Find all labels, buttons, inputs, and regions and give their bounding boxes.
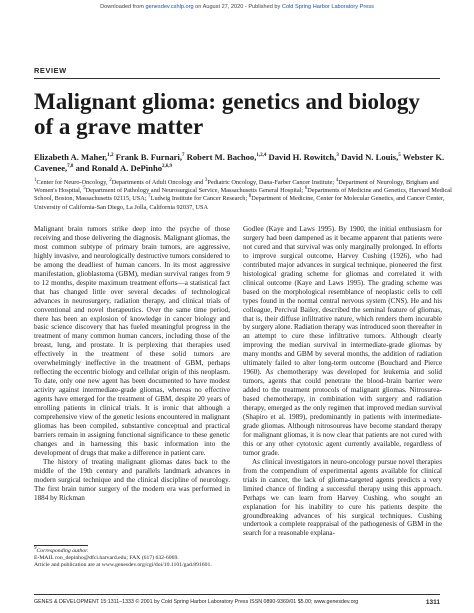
affiliation-text: Ludwig Institute for Cancer Research;	[150, 195, 249, 203]
affiliations	[34, 179, 454, 212]
author-affiliation-sup: 1,2	[107, 153, 114, 159]
download-banner	[0, 4, 474, 10]
header-divider	[34, 78, 440, 79]
affiliation-sup: 7	[148, 194, 151, 200]
author-name: and Ronald A. DePinho	[75, 163, 163, 174]
affiliation-sup: 2	[109, 177, 112, 183]
body-column-left	[34, 225, 230, 540]
body-paragraph: The history of treating malignant gliomas dates back to the middle of the 19th century and parallels landmark advances in modern surgical technique and the clinical discipline of neurology. The first brain tumor surgery of the modern era was performed in 1884 by Rickman	[34, 457, 230, 502]
affiliation-sup: 8	[248, 194, 252, 200]
corresponding-author-note	[34, 548, 230, 570]
author-list	[34, 152, 454, 175]
author-name: Webster K. Cavenee,	[34, 152, 445, 174]
page-number: 1311	[425, 599, 440, 606]
corr-article-link[interactable]: Article and publication are at www.genesdev.org/cgi/doi/10.1101/gad.891601.	[34, 562, 212, 569]
affiliation-sup: 6	[304, 186, 308, 192]
section-label: REVIEW	[34, 66, 67, 75]
corr-sup: 9	[34, 546, 37, 552]
affiliation-text: Departments of Adult Oncology and	[111, 179, 205, 186]
affiliation-text: Departments of Medicine and Genetics, Harvard Medical School, Boston, Massachusetts 02115, USA;	[34, 187, 452, 203]
affiliation-sup: 5	[83, 186, 86, 192]
body-paragraph: Godlee (Kaye and Laws 1995). By 1900, the initial enthusiasm for surgery had been dampened as it became apparent that patients were not cured and that survival was only marginally prolonged. In efforts to improve surgical outcome, Harvey Cushing (1926), who had contributed major advances in surgical technique, pioneered the first histological grading scheme for gliomas and correlated it with clinical outcome (Kaye and Laws 1995). The grading scheme was based on the morphological resemblance of neoplastic cells to cell types found in the normal central nervous system (CNS). He and his colleague, Percival Bailey, described the seminal feature of gliomas, that is, their diffuse infiltrative nature, which renders them incurable by surgery alone. Radiation therapy was introduced soon thereafter in an attempt to cure these infiltrative tumors. Although clearly improving the median survival in intermediate-grade gliomas by many months and GBM by several months, the addition of radiation ultimately failed to alter long-term outcome (Bouchard and Pierce 1960). As chemotherapy was developed for leukemia and solid tumors, agents that could penetrate the blood–brain barrier were added to the treatment protocols of malignant gliomas. Nitrosurea-based chemotherapy, in combination with surgery and radiation therapy, emerged as the only regimen that improved median survival (Shapiro et al. 1989), predominantly in patients with intermediate-grade gliomas. Although nitrosoureas have become standard therapy for malignant gliomas, it is now clear that patients are not cured with this or any other cytotoxic agent currently available, regardless of tumor grade.	[243, 225, 442, 457]
footer-divider	[34, 594, 440, 595]
author-name: Frank B. Furnari,	[115, 152, 182, 162]
title-line-2: of a grave matter	[34, 113, 204, 139]
affiliation-sup: 3	[204, 177, 208, 183]
page-footer	[34, 599, 440, 605]
author-affiliation-sup: 7,8	[67, 164, 74, 170]
article-title	[34, 90, 444, 139]
author-name: David H. Rowitch,	[268, 152, 337, 162]
author-affiliation-sup: 1,2,4	[256, 153, 267, 159]
corr-email[interactable]: E-MAIL ron_depinho@dfci.harvard.edu; FAX (617) 632-6069.	[34, 555, 179, 562]
affiliation-sup: 1	[34, 177, 37, 183]
affiliation-sup: 4	[335, 177, 339, 183]
author-name: Robert M. Bachoo,	[186, 152, 257, 162]
author-affiliation-sup: 7	[182, 153, 185, 159]
affiliation-text: Pediatric Oncology, Dana-Farber Cancer Institute;	[207, 179, 336, 186]
body-column-right	[243, 225, 442, 609]
footer-journal: GENES & DEVELOPMENT 15:1311–1333 © 2001 by Cold Spring Harbor Laboratory Press ISSN 0890-9369/01 $5.00; www.genesdev.org	[34, 599, 359, 605]
footnote-divider	[34, 545, 88, 546]
author-name: Elizabeth A. Maher,	[34, 152, 108, 162]
title-line-1: Malignant glioma: genetics and biology	[34, 89, 420, 114]
body-paragraph: Malignant brain tumors strike deep into the psyche of those receiving and those delivering the diagnosis. Malignant gliomas, the most common subtype of primary brain tumors, are aggressive, highly invasive, and neurologically destructive tumors considered to be among the deadliest of human cancers. In its most aggressive manifestation, glioblastoma (GBM), median survival ranges from 9 to 12 months, despite maximum treatment efforts—a statistical fact that has changed little over several decades of technological advances in neurosurgery, radiation therapy, and clinical trials of conventional and novel therapeutics. Over the same time period, there has been an explosion of knowledge in cancer biology and basic science discovery that has fueled meaningful progress in the treatment of many common human cancers, including those of the breast, lung, and prostate. It is perplexing that therapies used effectively in the treatment of these solid tumors are overwhelmingly ineffective in the treatment of GBM, perhaps reflecting the eccentric biology and cellular origin of this neoplasm. To date, only one new agent has been documented to have modest activity against intermediate-grade gliomas, whereas no effective agents have emerged for the treatment of GBM, despite 20 years of enrolling patients in clinical trials. It is ironic that although a comprehensive view of the genetic lesions encountered in malignant gliomas has been compiled, substantive conceptual and practical barriers remain in assigning functional significance to these genetic changes and in harnessing this basic information into the development of drugs that make a difference in patient care.	[34, 225, 230, 457]
banner-middle: on August 27, 2020 - Published by	[193, 4, 282, 10]
author-affiliation-sup: 2,6,9	[162, 164, 173, 170]
banner-publisher-link[interactable]: Cold Spring Harbor Laboratory Press	[281, 4, 374, 10]
affiliation-text: Department of Neurology, Brigham and Women's Hospital,	[34, 179, 439, 195]
affiliation-text: Department of Medicine, Center for Molecular Genetics, and Cancer Center, University of California-San Diego, La Jolla, California 92037, USA	[34, 195, 445, 211]
affiliation-text: Department of Pathology and Neurosurgical Service, Massachusetts General Hospital;	[85, 187, 305, 195]
banner-site-link[interactable]: genesdev.cshlp.org	[145, 4, 194, 10]
body-paragraph: As clinical investigators in neuro-oncology pursue novel therapies from the compendium of experimental agents available for clinical trials in cancer, the lack of glioma-targeted agents predicts a very limited chance of finding a successful therapy using this approach. Perhaps we can learn from Harvey Cushing, who sought an explanation for his inability to cure his patients despite the groundbreaking advances of his surgical techniques. Cushing undertook a complete reappraisal of the pathogenesis of GBM in the search for a reasonable explana-	[243, 457, 442, 538]
author-affiliation-sup: 5	[398, 153, 401, 159]
corr-label: Corresponding author.	[36, 548, 89, 554]
banner-prefix: Downloaded from	[100, 4, 146, 10]
author-affiliation-sup: 3	[336, 153, 339, 159]
affiliation-text: Center for Neuro-Oncology,	[36, 179, 110, 186]
author-name: David N. Louis,	[340, 152, 399, 162]
